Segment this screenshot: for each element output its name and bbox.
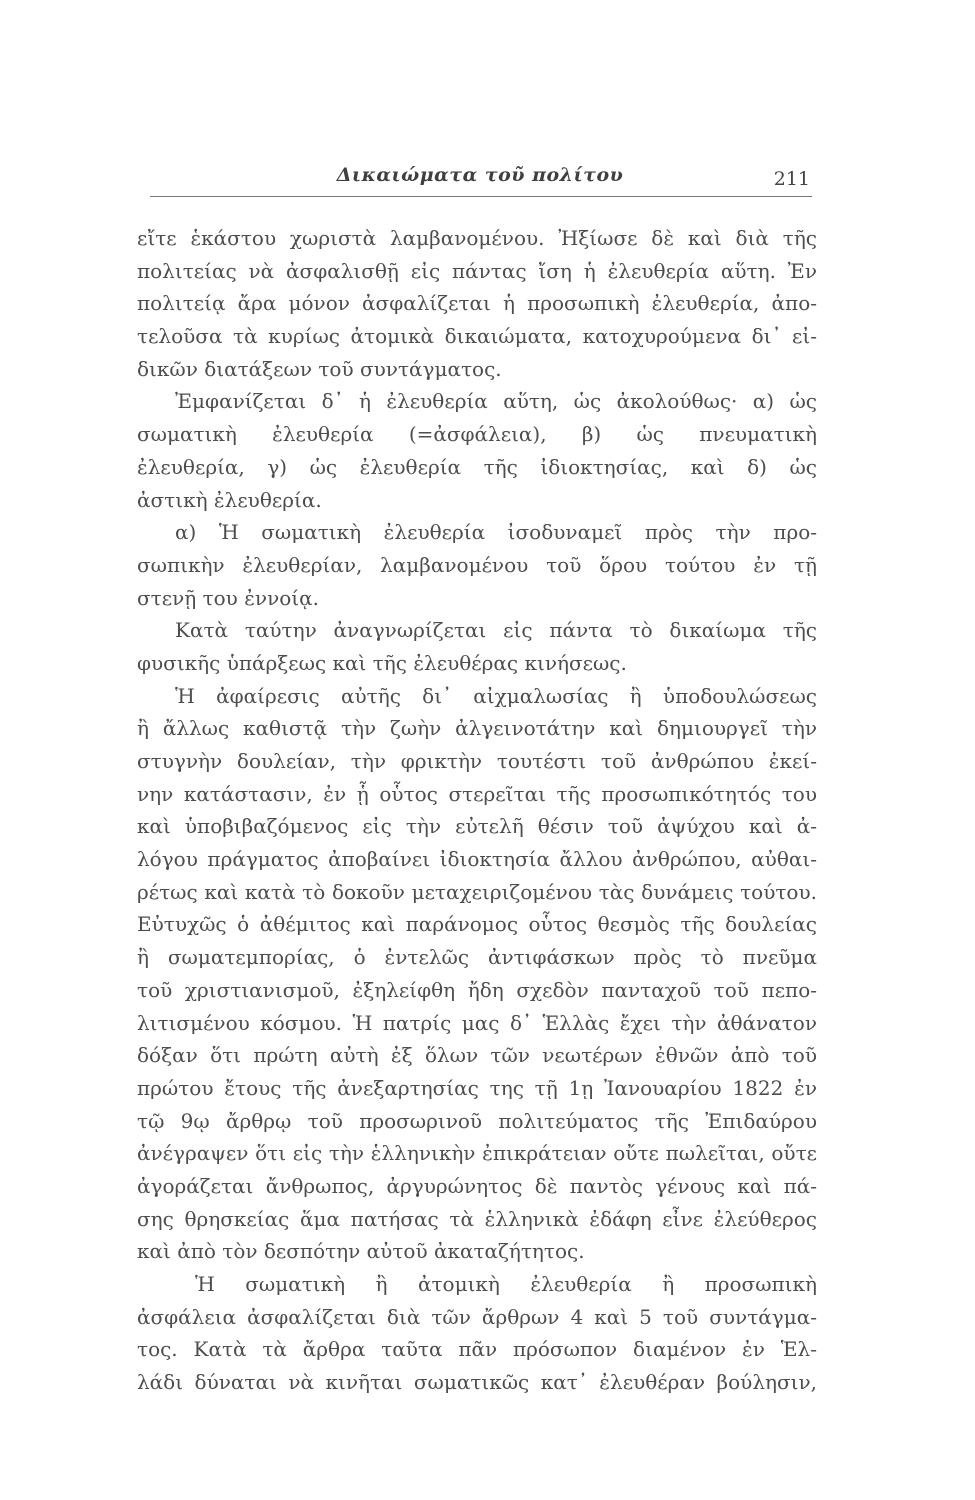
text-line: τοῦ χριστιανισμοῦ, ἐξηλείφθη ἤδη σχεδὸν πανταχοῦ τοῦ πεπο- — [137, 977, 817, 1002]
text-line: δόξαν ὅτι πρώτη αὐτὴ ἐξ ὅλων τῶν νεωτέρων ἐθνῶν ἀπὸ τοῦ — [137, 1043, 817, 1068]
text-line: Ἡ σωματικὴ ἢ ἀτομικὴ ἐλευθερία ἢ προσωπικὴ — [195, 1272, 817, 1296]
text-line: ἢ σωματεμπορίας, ὁ ἐντελῶς ἀντιφάσκων πρὸς τὸ πνεῦμα — [137, 945, 817, 970]
text-line: ρέτως καὶ κατὰ τὸ δοκοῦν μεταχειριζομένου τὰς δυνάμεις τούτου. — [137, 879, 817, 904]
text-line: καὶ ἀπὸ τὸν δεσπότην αὐτοῦ ἀκαταζήτητος. — [137, 1239, 585, 1264]
text-line: Ἐμφανίζεται δ᾽ ἡ ἐλευθερία αὕτη, ὡς ἀκολούθως· α) ὡς — [175, 389, 817, 414]
text-line: στυγνὴν δουλείαν, τὴν φρικτὴν τουτέστι τοῦ ἀνθρώπου ἐκεί- — [137, 749, 817, 773]
text-line: λάδι δύναται νὰ κινῆται σωματικῶς κατ᾽ ἐλευθέραν βούλησιν, — [137, 1370, 817, 1395]
text-line: α) Ἡ σωματικὴ ἐλευθερία ἰσοδυναμεῖ πρὸς τὴν προ- — [175, 520, 817, 545]
text-line: τος. Κατὰ τὰ ἄρθρα ταῦτα πᾶν πρόσωπον διαμένον ἐν Ἑλ- — [137, 1337, 817, 1362]
text-line: τῷ 9ῳ ἄρθρῳ τοῦ προσωρινοῦ πολιτεύματος τῆς Ἐπιδαύρου — [137, 1108, 817, 1133]
text-line: πρώτου ἔτους τῆς ἀνεξαρτησίας της τῇ 1ῃ Ἰανουαρίου 1822 ἐν — [137, 1075, 817, 1100]
text-line: νην κατάστασιν, ἐν ᾗ οὗτος στερεῖται τῆς προσωπικότητός του — [137, 781, 817, 806]
text-line: ἀνέγραψεν ὅτι εἰς τὴν ἑλληνικὴν ἐπικράτειαν οὔτε πωλεῖται, οὔτε — [137, 1141, 817, 1166]
text-line: πολιτείας νὰ ἀσφαλισθῇ εἰς πάντας ἴση ἡ ἐλευθερία αὕτη. Ἐν — [137, 258, 817, 283]
text-line: ἢ ἄλλως καθιστᾷ τὴν ζωὴν ἀλγεινοτάτην καὶ δημιουργεῖ τὴν — [137, 716, 817, 741]
text-line: πολιτείᾳ ἄρα μόνον ἀσφαλίζεται ἡ προσωπικὴ ἐλευθερία, ἀπο- — [137, 291, 817, 316]
header-rule — [150, 196, 812, 197]
text-line: σωπικὴν ἐλευθερίαν, λαμβανομένου τοῦ ὅρου τούτου ἐν τῇ — [137, 552, 817, 577]
text-line: σης θρησκείας ἅμα πατήσας τὰ ἑλληνικὰ ἐδάφη εἶνε ἐλεύθερος — [137, 1206, 817, 1231]
page-header — [150, 164, 810, 194]
text-line: ἐλευθερία, γ) ὡς ἐλευθερία τῆς ἰδιοκτησίας, καὶ δ) ὡς — [137, 454, 817, 479]
text-line: ἀσφάλεια ἀσφαλίζεται διὰ τῶν ἄρθρων 4 καὶ 5 τοῦ συντάγμα- — [137, 1304, 817, 1329]
text-line: ἀστικὴ ἐλευθερία. — [137, 487, 322, 512]
text-line: Ἡ ἀφαίρεσις αὐτῆς δι᾽ αἰχμαλωσίας ἢ ὑποδουλώσεως — [175, 683, 817, 708]
running-title: Δικαιώματα τοῦ πολίτου — [336, 164, 624, 186]
text-line: Εὐτυχῶς ὁ ἀθέμιτος καὶ παράνομος οὗτος θεσμὸς τῆς δουλείας — [137, 912, 817, 937]
text-line: δικῶν διατάξεων τοῦ συντάγματος. — [137, 356, 502, 381]
text-line: λόγου πράγματος ἀποβαίνει ἰδιοκτησία ἄλλου ἀνθρώπου, αὐθαι- — [137, 847, 817, 872]
text-line: σωματικὴ ἐλευθερία (=ἀσφάλεια), β) ὡς πνευματικὴ — [137, 422, 817, 447]
text-line: φυσικῆς ὑπάρξεως καὶ τῆς ἐλευθέρας κινήσεως. — [137, 650, 627, 675]
text-line: ἀγοράζεται ἄνθρωπος, ἀργυρώνητος δὲ παντὸς γένους καὶ πά- — [137, 1173, 817, 1198]
text-line: στενῇ του ἐννοίᾳ. — [137, 585, 319, 610]
text-line: τελοῦσα τὰ κυρίως ἀτομικὰ δικαιώματα, κατοχυρούμενα δι᾽ εἰ- — [137, 324, 817, 349]
page-number: 211 — [773, 168, 810, 190]
text-line: εἴτε ἑκάστου χωριστὰ λαμβανομένου. Ἠξίωσε δὲ καὶ διὰ τῆς — [137, 226, 817, 250]
text-line: καὶ ὑποβιβαζόμενος εἰς τὴν εὐτελῆ θέσιν τοῦ ἀψύχου καὶ ἀ- — [137, 814, 817, 839]
text-line: λιτισμένου κόσμου. Ἡ πατρίς μας δ᾽ Ἑλλὰς ἔχει τὴν ἀθάνατον — [137, 1010, 817, 1035]
body-text — [137, 222, 817, 1399]
text-line: Κατὰ ταύτην ἀναγνωρίζεται εἰς πάντα τὸ δικαίωμα τῆς — [175, 618, 817, 643]
